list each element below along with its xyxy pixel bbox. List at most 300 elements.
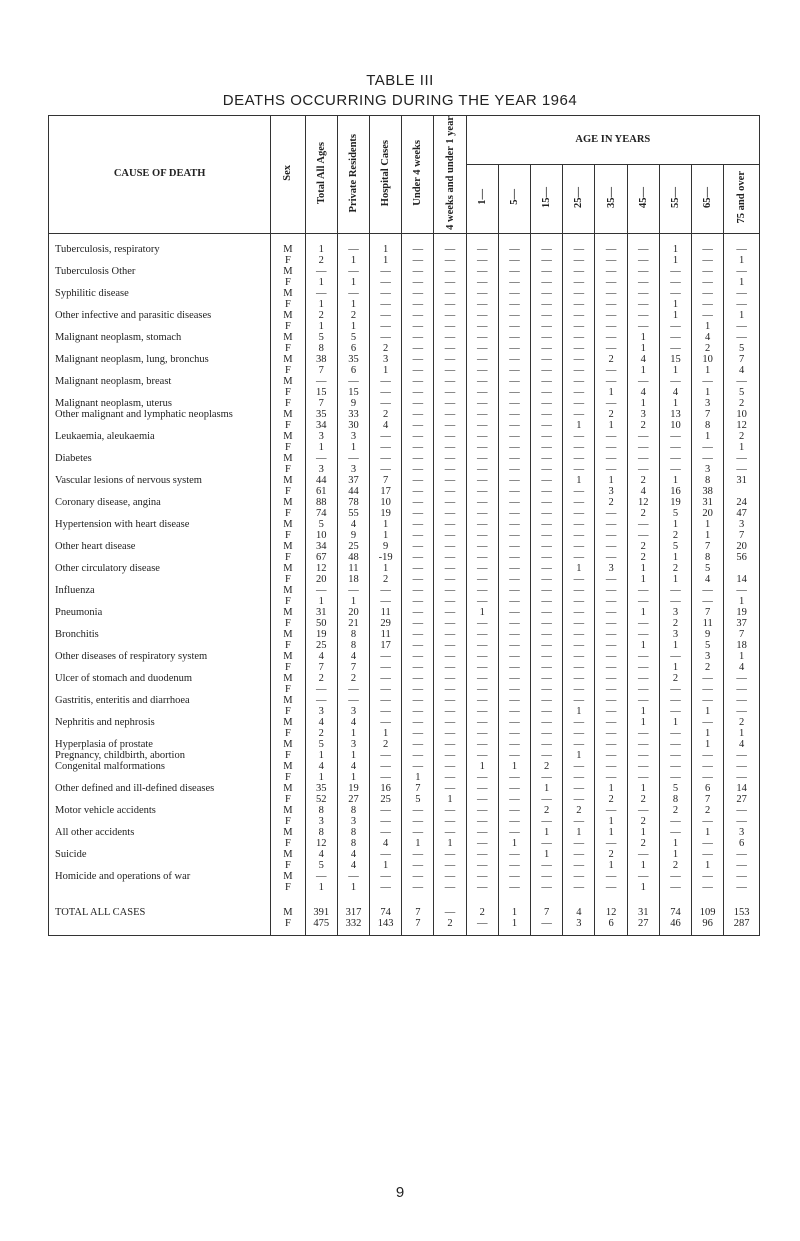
value-cell: — (402, 728, 434, 739)
value-cell: — (692, 673, 724, 684)
value-cell: 7 (337, 662, 369, 673)
value-cell: — (434, 530, 466, 541)
value-cell: — (692, 299, 724, 310)
value-cell: — (659, 706, 691, 717)
value-cell: — (563, 552, 595, 563)
value-cell: — (370, 442, 402, 453)
table-row (49, 332, 760, 343)
value-cell: 4 (724, 365, 760, 376)
value-cell: 4 (305, 761, 337, 772)
value-cell: — (434, 827, 466, 838)
value-cell: 14 (724, 574, 760, 585)
value-cell: — (466, 409, 498, 420)
value-cell: — (563, 607, 595, 618)
value-cell: — (466, 750, 498, 761)
value-cell: 2 (370, 409, 402, 420)
sex-cell: F (271, 299, 305, 310)
value-cell: — (724, 266, 760, 277)
page-number: 9 (395, 1184, 405, 1201)
value-cell: — (595, 750, 627, 761)
value-cell: — (434, 849, 466, 860)
value-cell: 8 (337, 838, 369, 849)
value-cell: — (402, 486, 434, 497)
value-cell: — (402, 519, 434, 530)
value-cell: — (498, 310, 530, 321)
value-cell: 1 (627, 783, 659, 794)
value-cell: 1 (370, 860, 402, 871)
value-cell: 1 (305, 277, 337, 288)
value-cell: 1 (659, 574, 691, 585)
value-cell: — (563, 662, 595, 673)
value-cell: — (466, 541, 498, 552)
table-row (49, 761, 760, 772)
value-cell: — (402, 860, 434, 871)
value-cell: 8 (305, 805, 337, 816)
value-cell: — (402, 398, 434, 409)
cause-cell: Other circulatory disease (49, 563, 271, 574)
table-row (49, 805, 760, 816)
sex-cell: F (271, 728, 305, 739)
header-age-5: 45— (627, 164, 659, 234)
value-cell: — (305, 695, 337, 706)
value-cell: — (370, 684, 402, 695)
value-cell: 1 (563, 475, 595, 486)
value-cell: — (627, 761, 659, 772)
value-cell: — (563, 596, 595, 607)
value-cell: 15 (337, 387, 369, 398)
value-cell: — (724, 453, 760, 464)
value-cell: — (466, 354, 498, 365)
value-cell: — (498, 376, 530, 387)
sex-cell: F (271, 794, 305, 805)
value-cell: — (434, 234, 466, 256)
table-row (49, 816, 760, 827)
value-cell: 6 (692, 783, 724, 794)
value-cell: 4 (659, 387, 691, 398)
value-cell: — (434, 497, 466, 508)
table-subtitle: DEATHS OCCURRING DURING THE YEAR 1964 (222, 92, 578, 109)
value-cell: — (627, 530, 659, 541)
value-cell: 3 (659, 629, 691, 640)
value-cell: 4 (692, 332, 724, 343)
value-cell: 3 (659, 607, 691, 618)
value-cell: — (595, 464, 627, 475)
cause-cell: Vascular lesions of nervous system (49, 475, 271, 486)
value-cell: 3 (692, 464, 724, 475)
cause-cell (49, 420, 271, 431)
value-cell: — (434, 365, 466, 376)
value-cell: — (531, 772, 563, 783)
value-cell: — (466, 387, 498, 398)
value-cell: 96 (692, 918, 724, 936)
value-cell: — (466, 684, 498, 695)
value-cell: 1 (498, 918, 530, 936)
value-cell: — (402, 827, 434, 838)
value-cell: — (563, 310, 595, 321)
value-cell: — (402, 761, 434, 772)
value-cell: 2 (659, 673, 691, 684)
value-cell: 1 (337, 442, 369, 453)
value-cell: 1 (595, 816, 627, 827)
table-row (49, 662, 760, 673)
header-age-7: 65— (692, 164, 724, 234)
value-cell: 3 (337, 706, 369, 717)
value-cell: — (434, 563, 466, 574)
value-cell: 1 (692, 530, 724, 541)
value-cell: — (402, 255, 434, 266)
value-cell: 6 (337, 365, 369, 376)
value-cell: — (370, 772, 402, 783)
value-cell: — (531, 918, 563, 936)
table-row (49, 585, 760, 596)
value-cell: — (337, 376, 369, 387)
value-cell: — (337, 234, 369, 256)
value-cell: — (434, 761, 466, 772)
value-cell: — (498, 497, 530, 508)
value-cell: — (724, 464, 760, 475)
value-cell: — (563, 541, 595, 552)
value-cell: — (402, 574, 434, 585)
value-cell: — (370, 882, 402, 893)
sex-cell: M (271, 827, 305, 838)
value-cell: — (466, 508, 498, 519)
value-cell: — (531, 860, 563, 871)
value-cell: — (627, 299, 659, 310)
value-cell: — (466, 530, 498, 541)
value-cell: — (434, 750, 466, 761)
value-cell: — (627, 805, 659, 816)
value-cell: — (434, 420, 466, 431)
value-cell: — (402, 607, 434, 618)
value-cell: 1 (370, 255, 402, 266)
value-cell: — (370, 673, 402, 684)
value-cell: — (531, 563, 563, 574)
value-cell: 1 (724, 255, 760, 266)
value-cell: — (627, 464, 659, 475)
value-cell: — (498, 343, 530, 354)
cause-cell: Malignant neoplasm, uterus (49, 398, 271, 409)
value-cell: 7 (402, 907, 434, 918)
value-cell: — (595, 838, 627, 849)
value-cell: — (402, 750, 434, 761)
value-cell: — (498, 354, 530, 365)
table-row (49, 277, 760, 288)
value-cell: — (531, 464, 563, 475)
value-cell: 31 (692, 497, 724, 508)
value-cell: — (370, 464, 402, 475)
value-cell: 3 (692, 651, 724, 662)
value-cell: 2 (692, 343, 724, 354)
value-cell: 7 (724, 354, 760, 365)
value-cell: — (531, 486, 563, 497)
table-row (49, 266, 760, 277)
header-age-3: 25— (563, 164, 595, 234)
value-cell: 1 (563, 563, 595, 574)
value-cell: — (370, 288, 402, 299)
value-cell: — (466, 629, 498, 640)
value-cell: — (434, 266, 466, 277)
table-row (49, 299, 760, 310)
value-cell: — (563, 376, 595, 387)
value-cell: 1 (595, 475, 627, 486)
value-cell: — (434, 805, 466, 816)
value-cell: 7 (692, 607, 724, 618)
value-cell: — (498, 706, 530, 717)
value-cell: 10 (305, 530, 337, 541)
sex-cell: F (271, 706, 305, 717)
table-row (49, 618, 760, 629)
value-cell: — (370, 398, 402, 409)
value-cell: 1 (337, 750, 369, 761)
cause-cell: Motor vehicle accidents (49, 805, 271, 816)
table-row (49, 596, 760, 607)
value-cell: — (531, 266, 563, 277)
value-cell: — (466, 794, 498, 805)
value-cell: 1 (337, 882, 369, 893)
value-cell: — (337, 695, 369, 706)
value-cell: 35 (337, 354, 369, 365)
value-cell: 1 (659, 365, 691, 376)
value-cell: — (627, 431, 659, 442)
value-cell: — (466, 288, 498, 299)
table-row (49, 376, 760, 387)
value-cell: 38 (305, 354, 337, 365)
value-cell: 4 (724, 662, 760, 673)
value-cell: 4 (370, 420, 402, 431)
sex-cell: F (271, 918, 305, 936)
value-cell: — (498, 321, 530, 332)
value-cell: — (498, 266, 530, 277)
value-cell: — (531, 354, 563, 365)
value-cell: — (563, 618, 595, 629)
value-cell: 5 (659, 783, 691, 794)
value-cell: — (466, 343, 498, 354)
value-cell: — (402, 706, 434, 717)
table-row (49, 442, 760, 453)
value-cell: 31 (627, 907, 659, 918)
value-cell: — (402, 299, 434, 310)
table-row (49, 234, 760, 256)
value-cell: — (595, 739, 627, 750)
value-cell: — (370, 585, 402, 596)
sex-cell: M (271, 849, 305, 860)
value-cell: 38 (692, 486, 724, 497)
value-cell: 9 (692, 629, 724, 640)
value-cell: 10 (370, 497, 402, 508)
value-cell: — (466, 552, 498, 563)
table-row (49, 640, 760, 651)
cause-cell: Influenza (49, 585, 271, 596)
value-cell: — (595, 574, 627, 585)
value-cell: — (498, 585, 530, 596)
value-cell: — (498, 420, 530, 431)
value-cell: — (402, 464, 434, 475)
value-cell: — (498, 871, 530, 882)
value-cell: 1 (724, 728, 760, 739)
value-cell: — (466, 805, 498, 816)
value-cell: — (692, 772, 724, 783)
value-cell: 1 (498, 761, 530, 772)
value-cell: — (402, 684, 434, 695)
cause-cell (49, 574, 271, 585)
value-cell: 2 (337, 673, 369, 684)
value-cell: — (627, 596, 659, 607)
value-cell: 37 (724, 618, 760, 629)
value-cell: 21 (337, 618, 369, 629)
value-cell: — (531, 706, 563, 717)
cause-cell: Other infective and parasitic diseases (49, 310, 271, 321)
cause-cell: Malignant neoplasm, stomach (49, 332, 271, 343)
sex-cell: M (271, 332, 305, 343)
value-cell: — (724, 849, 760, 860)
cause-cell: Pneumonia (49, 607, 271, 618)
value-cell: — (402, 882, 434, 893)
value-cell: — (563, 519, 595, 530)
value-cell: — (595, 234, 627, 256)
value-cell: — (402, 651, 434, 662)
value-cell: — (659, 761, 691, 772)
value-cell: — (563, 255, 595, 266)
cause-cell (49, 596, 271, 607)
value-cell: — (724, 882, 760, 893)
value-cell: — (402, 387, 434, 398)
value-cell: — (402, 695, 434, 706)
value-cell: — (498, 277, 530, 288)
value-cell: 1 (531, 827, 563, 838)
value-cell: 48 (337, 552, 369, 563)
value-cell: 12 (595, 907, 627, 918)
value-cell: — (466, 398, 498, 409)
value-cell: — (402, 849, 434, 860)
value-cell: — (434, 354, 466, 365)
value-cell: — (498, 684, 530, 695)
header-cause: CAUSE OF DEATH (49, 116, 271, 234)
value-cell: — (595, 255, 627, 266)
value-cell: — (659, 772, 691, 783)
value-cell: 1 (724, 651, 760, 662)
value-cell: 1 (659, 717, 691, 728)
value-cell: 2 (659, 805, 691, 816)
value-cell: — (498, 662, 530, 673)
value-cell: 1 (659, 310, 691, 321)
value-cell: — (434, 442, 466, 453)
value-cell: — (595, 431, 627, 442)
value-cell: — (466, 464, 498, 475)
value-cell: 1 (692, 739, 724, 750)
value-cell: 8 (337, 805, 369, 816)
value-cell: — (563, 321, 595, 332)
value-cell: — (563, 464, 595, 475)
value-cell: — (659, 464, 691, 475)
value-cell: — (466, 673, 498, 684)
value-cell: — (434, 299, 466, 310)
value-cell: 37 (337, 475, 369, 486)
value-cell: — (434, 398, 466, 409)
table-row (49, 552, 760, 563)
value-cell: 35 (305, 783, 337, 794)
value-cell: — (659, 321, 691, 332)
value-cell: 8 (692, 552, 724, 563)
value-cell: — (563, 871, 595, 882)
header-under4w: Under 4 weeks (402, 116, 434, 234)
value-cell: 2 (595, 849, 627, 860)
value-cell: 4 (692, 574, 724, 585)
value-cell: — (466, 827, 498, 838)
table-row (49, 354, 760, 365)
sex-cell: M (271, 541, 305, 552)
value-cell: — (563, 409, 595, 420)
value-cell: 1 (692, 706, 724, 717)
value-cell: 19 (337, 783, 369, 794)
value-cell: — (337, 585, 369, 596)
value-cell: 1 (305, 772, 337, 783)
sex-cell: F (271, 255, 305, 266)
value-cell: 1 (724, 310, 760, 321)
value-cell: 4 (337, 761, 369, 772)
value-cell: — (434, 706, 466, 717)
value-cell: — (402, 453, 434, 464)
table-row (49, 907, 760, 918)
value-cell: — (724, 871, 760, 882)
value-cell: — (531, 376, 563, 387)
value-cell: — (402, 475, 434, 486)
value-cell: 5 (659, 541, 691, 552)
value-cell: 1 (692, 365, 724, 376)
value-cell: 12 (305, 563, 337, 574)
value-cell: — (659, 585, 691, 596)
value-cell: — (498, 783, 530, 794)
value-cell: — (466, 849, 498, 860)
value-cell: — (531, 717, 563, 728)
sex-cell: M (271, 431, 305, 442)
value-cell: 12 (724, 420, 760, 431)
sex-cell: F (271, 552, 305, 563)
value-cell: 3 (692, 398, 724, 409)
value-cell: 20 (337, 607, 369, 618)
value-cell: — (563, 530, 595, 541)
value-cell: — (498, 805, 530, 816)
table-row (49, 739, 760, 750)
value-cell: 34 (305, 420, 337, 431)
value-cell: — (724, 706, 760, 717)
cause-cell: Leukaemia, aleukaemia (49, 431, 271, 442)
value-cell: 2 (305, 255, 337, 266)
cause-cell: Hypertension with heart disease (49, 519, 271, 530)
value-cell: — (563, 849, 595, 860)
value-cell: — (595, 398, 627, 409)
value-cell: — (498, 673, 530, 684)
value-cell: — (434, 651, 466, 662)
cause-cell: Nephritis and nephrosis (49, 717, 271, 728)
value-cell: — (402, 420, 434, 431)
value-cell: 1 (627, 827, 659, 838)
value-cell: 1 (305, 321, 337, 332)
value-cell: 1 (466, 761, 498, 772)
value-cell: 31 (305, 607, 337, 618)
value-cell: 15 (305, 387, 337, 398)
value-cell: 2 (659, 860, 691, 871)
value-cell: — (466, 497, 498, 508)
value-cell: — (402, 234, 434, 256)
value-cell: — (563, 387, 595, 398)
value-cell: — (434, 739, 466, 750)
value-cell: 35 (305, 409, 337, 420)
cause-cell: Other diseases of respiratory system (49, 651, 271, 662)
value-cell: — (627, 739, 659, 750)
value-cell: — (434, 552, 466, 563)
sex-cell: F (271, 860, 305, 871)
sex-cell: M (271, 651, 305, 662)
